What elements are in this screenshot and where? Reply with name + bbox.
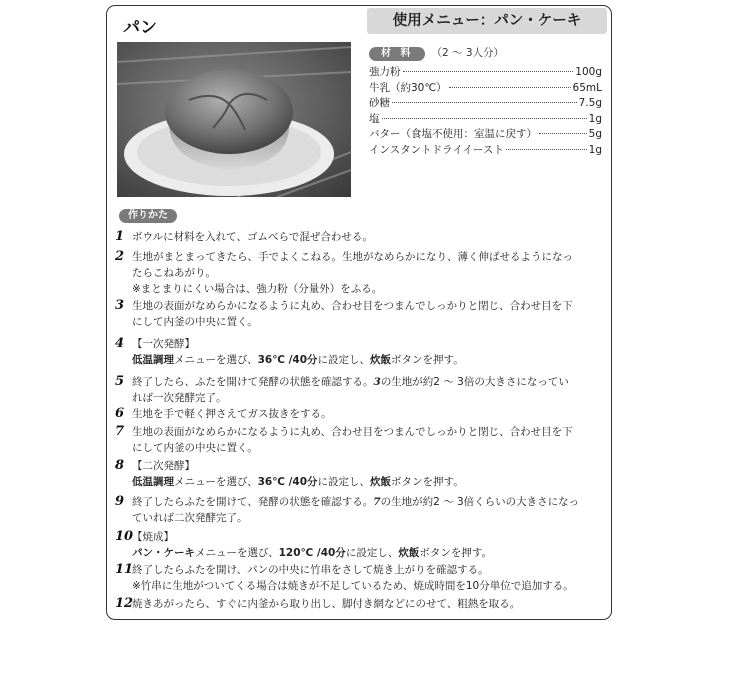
step-4 [115, 336, 603, 368]
step-7 [115, 424, 603, 456]
step-note: ※まとまりにくい場合は、強力粉（分量外）をふる。 [132, 283, 383, 295]
ingredient-list [369, 64, 602, 157]
step-text: ボタンを押す。 [419, 547, 493, 559]
ingredient-amount: 100g [575, 66, 602, 78]
ingredient-amount: 5g [588, 128, 602, 140]
step-number: 7 [115, 424, 125, 439]
setting-value: 120℃ /40分 [278, 547, 346, 559]
step-number: 10 [115, 529, 134, 544]
step-heading: 【二次発酵】 [132, 460, 195, 472]
recipe-title: パン [123, 18, 157, 38]
ingredient-name: 強力粉 [369, 66, 401, 78]
ingredient-row [369, 64, 602, 80]
step-text: れば一次発酵完了。 [132, 392, 227, 404]
ingredient-name: バター（食塩不使用：室温に戻す） [369, 128, 537, 140]
setting-value: 36℃ /40分 [257, 476, 318, 488]
ingredient-name: インスタントドライイースト [369, 143, 504, 156]
menu-name: 低温調理 [132, 354, 174, 366]
step-12 [115, 596, 603, 612]
step-text: にして内釜の中央に置く。 [132, 442, 258, 454]
ingredient-row [369, 95, 602, 111]
button-name: 炊飯 [370, 354, 392, 366]
ingredient-name: 牛乳（約30℃） [369, 81, 447, 94]
step-text: 生地の表面がなめらかになるように丸め、合わせ目をつまんでしっかりと閉じ、合わせ目を下 [132, 300, 573, 312]
step-text: ボタンを押す。 [391, 354, 464, 366]
menu-used-banner: 使用メニュー：パン・ケーキ [367, 8, 607, 34]
step-text: ボタンを押す。 [391, 476, 464, 488]
step-number: 12 [115, 596, 134, 611]
step-text: の生地が約2 〜 3倍の大きさになってい [380, 376, 569, 388]
bread-photo [117, 42, 351, 197]
step-text: 生地を手で軽く押さえてガス抜きをする。 [132, 408, 332, 420]
step-text: メニューを選び、 [174, 354, 258, 366]
ingredient-amount: 7.5g [578, 97, 602, 109]
setting-value: 36℃ /40分 [257, 354, 318, 366]
menu-name: パン・ケーキ [132, 547, 195, 559]
step-text: 終了したら、ふたを開けて発酵の状態を確認する。 [132, 376, 374, 388]
ingredients-label: 材 料 [369, 47, 425, 61]
step-text: メニューを選び、 [174, 476, 258, 488]
step-number: 4 [115, 336, 125, 351]
step-3 [115, 298, 603, 330]
step-number: 8 [115, 458, 125, 473]
step-text: ボウルに材料を入れて、ゴムべらで混ぜ合わせる。 [132, 231, 373, 243]
ingredient-row [369, 142, 602, 158]
step-2 [115, 249, 603, 297]
step-number: 1 [115, 229, 125, 244]
step-reference: 7 [373, 496, 381, 508]
step-text: に設定し、 [317, 354, 371, 366]
step-number: 6 [115, 406, 125, 421]
step-10 [115, 529, 603, 561]
ingredient-amount: 1g [588, 112, 602, 125]
step-9 [115, 494, 603, 526]
ingredient-row [369, 111, 602, 127]
menu-name: 低温調理 [132, 476, 174, 488]
step-text: 終了したらふたを開け、パンの中央に竹串をさして焼き上がりを確認する。 [132, 564, 489, 576]
step-number: 3 [115, 298, 125, 313]
step-text: 終了したらふたを開けて、発酵の状態を確認する。 [132, 496, 374, 508]
ingredient-row [369, 126, 602, 142]
step-text: メニューを選び、 [195, 547, 279, 559]
ingredient-name: 砂糖 [369, 97, 390, 109]
step-reference: 3 [373, 376, 381, 388]
step-number: 9 [115, 494, 125, 509]
ingredient-amount: 65mL [572, 81, 602, 94]
step-number: 2 [115, 249, 125, 264]
steps-label: 作りかた [119, 209, 177, 223]
ingredients-header [369, 45, 504, 61]
step-6 [115, 406, 603, 422]
step-8 [115, 458, 603, 490]
step-text: たらこねあがり。 [132, 267, 216, 279]
step-text: にして内釜の中央に置く。 [132, 316, 258, 328]
ingredient-amount: 1g [588, 143, 602, 156]
ingredient-row [369, 80, 602, 96]
button-name: 炊飯 [398, 547, 420, 559]
step-heading: 【一次発酵】 [132, 338, 195, 350]
step-1 [115, 229, 603, 245]
step-note: ※竹串に生地がついてくる場合は焼きが不足しているため、焼成時間を10分単位で追加する。 [132, 580, 574, 592]
step-5 [115, 374, 603, 406]
step-11 [115, 562, 603, 594]
servings: （2 〜 3人分） [431, 47, 505, 59]
step-text: 焼きあがったら、すぐに内釜から取り出し、脚付き網などにのせて、粗熱を取る。 [132, 598, 521, 610]
button-name: 炊飯 [370, 476, 392, 488]
step-text: 生地の表面がなめらかになるように丸め、合わせ目をつまんでしっかりと閉じ、合わせ目を下 [132, 426, 573, 438]
step-heading: 【焼成】 [132, 531, 174, 543]
step-number: 5 [115, 374, 125, 389]
step-number: 11 [115, 562, 134, 577]
ingredient-name: 塩 [369, 112, 380, 125]
step-text: の生地が約2 〜 3倍くらいの大きさになっ [380, 496, 580, 508]
recipe-card [106, 5, 612, 620]
step-text: 生地がまとまってきたら、手でよくこねる。生地がなめらかになり、薄く伸ばせるようになっ [132, 251, 573, 263]
step-text: に設定し、 [317, 476, 371, 488]
step-text: ていれば二次発酵完了。 [132, 512, 248, 524]
step-text: に設定し、 [345, 547, 399, 559]
